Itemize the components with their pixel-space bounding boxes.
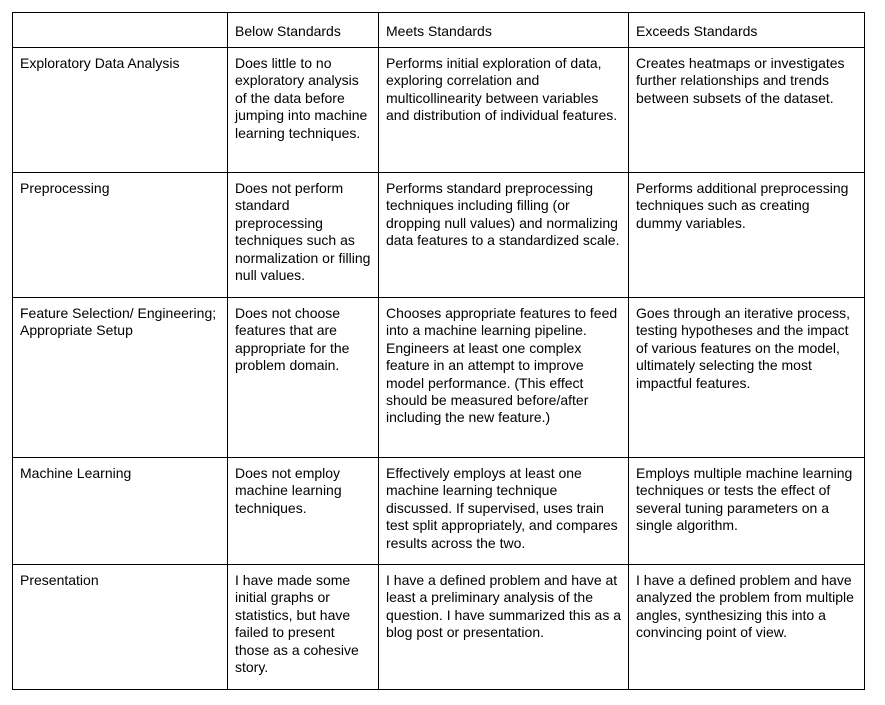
header-below-standards: Below Standards	[228, 13, 379, 48]
exceeds-standards-cell: Employs multiple machine learning techniques or tests the effect of several tuning parameters on a single algorithm.	[629, 458, 865, 565]
rubric-table	[12, 12, 865, 690]
table-row	[13, 298, 865, 458]
meets-standards-cell: I have a defined problem and have at least a preliminary analysis of the question. I have summarized this as a blog post or presentation.	[379, 565, 629, 690]
table-row	[13, 565, 865, 690]
meets-standards-cell: Performs initial exploration of data, exploring correlation and multicollinearity between variables and distribution of individual features.	[379, 48, 629, 173]
criterion-cell: Presentation	[13, 565, 228, 690]
header-row	[13, 13, 865, 48]
criterion-cell: Exploratory Data Analysis	[13, 48, 228, 173]
header-meets-standards: Meets Standards	[379, 13, 629, 48]
exceeds-standards-cell: Performs additional preprocessing techniques such as creating dummy variables.	[629, 173, 865, 298]
criterion-cell: Preprocessing	[13, 173, 228, 298]
meets-standards-cell: Performs standard preprocessing techniques including filling (or dropping null values) and normalizing data features to a standardized scale.	[379, 173, 629, 298]
below-standards-cell: Does little to no exploratory analysis of the data before jumping into machine learning techniques.	[228, 48, 379, 173]
criterion-cell: Feature Selection/ Engineering; Appropriate Setup	[13, 298, 228, 458]
header-empty-cell	[13, 13, 228, 48]
meets-standards-cell: Chooses appropriate features to feed into a machine learning pipeline. Engineers at least one complex feature in an attempt to improve model performance. (This effect should be measured before/after including the new feature.)	[379, 298, 629, 458]
below-standards-cell: Does not perform standard preprocessing techniques such as normalization or filling null values.	[228, 173, 379, 298]
below-standards-cell: Does not employ machine learning techniques.	[228, 458, 379, 565]
exceeds-standards-cell: Goes through an iterative process, testing hypotheses and the impact of various features on the model, ultimately selecting the most impactful features.	[629, 298, 865, 458]
below-standards-cell: I have made some initial graphs or statistics, but have failed to present those as a cohesive story.	[228, 565, 379, 690]
criterion-cell: Machine Learning	[13, 458, 228, 565]
header-exceeds-standards: Exceeds Standards	[629, 13, 865, 48]
table-row	[13, 458, 865, 565]
exceeds-standards-cell: I have a defined problem and have analyzed the problem from multiple angles, synthesizing this into a convincing point of view.	[629, 565, 865, 690]
table-row	[13, 173, 865, 298]
table-row	[13, 48, 865, 173]
below-standards-cell: Does not choose features that are appropriate for the problem domain.	[228, 298, 379, 458]
meets-standards-cell: Effectively employs at least one machine learning technique discussed. If supervised, uses train test split appropriately, and compares results across the two.	[379, 458, 629, 565]
exceeds-standards-cell: Creates heatmaps or investigates further relationships and trends between subsets of the dataset.	[629, 48, 865, 173]
